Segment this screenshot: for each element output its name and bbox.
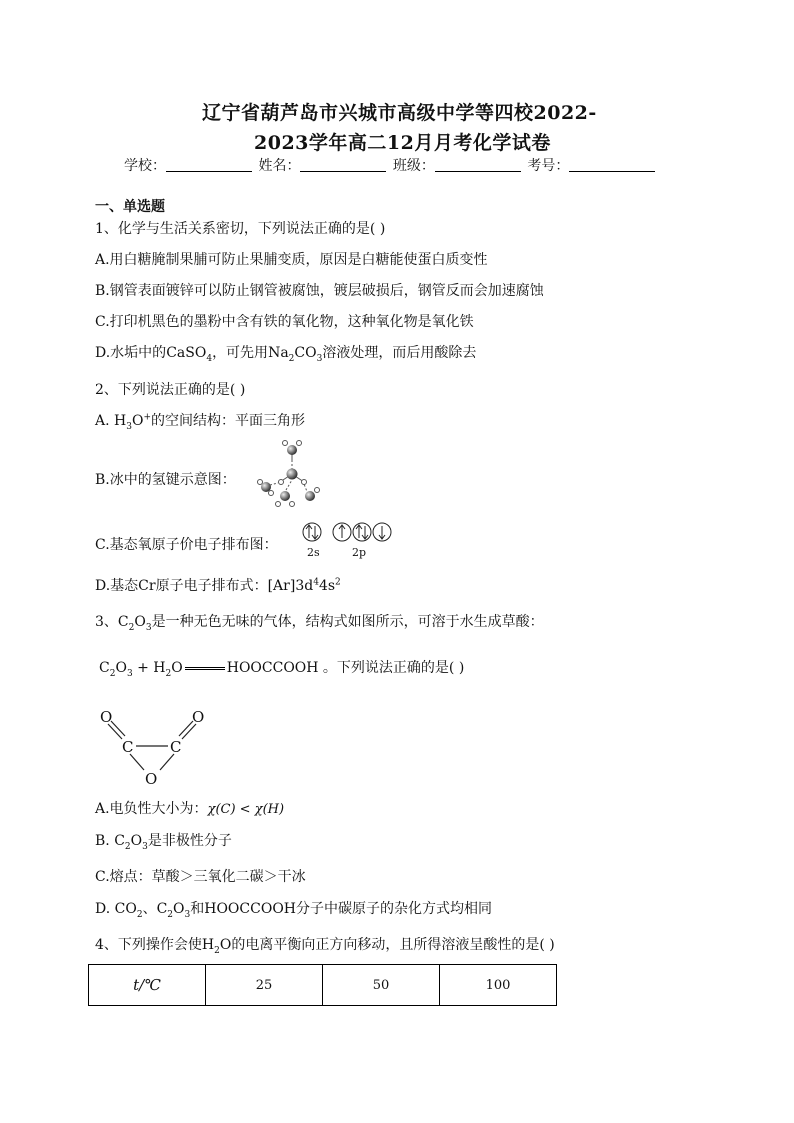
table-cell: t/℃ xyxy=(89,965,206,1006)
caso4-formula: CaSO$_4$ xyxy=(166,345,213,364)
q2-option-a xyxy=(95,410,305,432)
q3-option-d xyxy=(95,898,492,920)
page-title-line1: 辽宁省葫芦岛市兴城市高级中学等四校2022- xyxy=(202,102,597,124)
q3-d-text-1: D. xyxy=(95,901,115,917)
q3-b-text-1: B. xyxy=(95,833,115,849)
struct-o-left: O xyxy=(100,708,113,726)
q3-option-c: C.熔点：草酸＞三氧化二碳＞干冰 xyxy=(95,869,306,885)
equation-rhs: HOOCCOOH 。下列说法正确的是( ) xyxy=(226,660,465,676)
c2o3-formula-b: $C_2O_3$ xyxy=(114,833,148,852)
q2-option-c: C.基态氧原子价电子排布图： xyxy=(95,537,278,553)
electronegativity-formula: χ(C) < χ(H) xyxy=(207,802,285,817)
cr-configuration: $[Ar]3d^44s^2$ xyxy=(267,577,341,594)
table-cell: 50 xyxy=(323,965,440,1006)
h3o-formula: $H_3O^+$ xyxy=(114,412,151,432)
equation-lhs: $C_2O_3 + H_2O$ xyxy=(99,660,183,679)
c2o3-structure-diagram xyxy=(92,704,212,792)
struct-c-right: C xyxy=(170,738,182,756)
table-row xyxy=(89,965,557,1006)
q2-stem: 2、下列说法正确的是( ) xyxy=(95,382,246,398)
q2-option-b: B.冰中的氢键示意图： xyxy=(95,472,236,488)
q2-a-text-2: 的空间结构：平面三角形 xyxy=(151,413,305,429)
school-field[interactable] xyxy=(166,157,252,172)
q3-option-b xyxy=(95,830,232,852)
q4-stem-text-2: 的电离平衡向正方向移动，且所得溶液呈酸性的是( ) xyxy=(231,937,555,953)
q3-stem-text-1: 3、 xyxy=(95,614,118,630)
q1-option-b: B.钢管表面镀锌可以防止钢管被腐蚀，镀层破损后，钢管反而会加速腐蚀 xyxy=(95,283,544,299)
q1-d-text-2: ，可先用 xyxy=(212,345,269,361)
q1-d-text-3: 溶液处理，而后用酸除去 xyxy=(322,345,477,361)
struct-o-bottom: O xyxy=(145,770,158,788)
q1-option-a: A.用白糖腌制果脯可防止果脯变质，原因是白糖能使蛋白质变性 xyxy=(95,252,488,268)
name-field[interactable] xyxy=(300,157,386,172)
q3-stem xyxy=(95,611,544,633)
q1-stem: 1、化学与生活关系密切，下列说法正确的是( ) xyxy=(95,221,386,237)
school-label: 学校： xyxy=(124,158,166,174)
c2o3-formula-d: $C_2O_3$ xyxy=(156,901,191,920)
class-label: 班级： xyxy=(392,158,435,174)
page-title-line2: 2023学年高二12月月考化学试卷 xyxy=(254,132,551,154)
table-cell: 100 xyxy=(440,965,557,1006)
q4-stem xyxy=(95,934,555,956)
q2-option-d xyxy=(95,575,341,595)
struct-o-right: O xyxy=(192,708,205,726)
na2co3-formula: $Na_2CO_3$ xyxy=(268,345,323,364)
orbital-label-2p: 2p xyxy=(352,546,367,559)
equation-equals xyxy=(185,667,225,670)
q4-stem-text-1: 4、下列操作会使 xyxy=(95,937,202,953)
ice-hydrogen-bond-figure xyxy=(252,438,324,510)
temperature-table xyxy=(88,964,557,1006)
section-heading: 一、单选题 xyxy=(95,199,165,215)
q3-b-text-2: 是非极性分子 xyxy=(147,833,232,849)
co2-formula: $CO_2$ xyxy=(114,901,143,920)
q3-d-text-2: 、 xyxy=(142,901,157,917)
q1-option-c: C.打印机黑色的墨粉中含有铁的氧化物，这种氧化物是氧化铁 xyxy=(95,314,474,330)
class-field[interactable] xyxy=(435,157,521,172)
orbital-label-2s: 2s xyxy=(307,546,320,559)
q2-a-text-1: A. xyxy=(95,413,115,429)
q3-stem-text-2: 是一种无色无味的气体，结构式如图所示，可溶于水生成草酸： xyxy=(151,614,544,630)
exam-no-field[interactable] xyxy=(569,157,655,172)
table-cell: 25 xyxy=(206,965,323,1006)
h2o-formula: $H_2O$ xyxy=(201,937,232,956)
q3-option-a xyxy=(95,798,284,818)
q1-d-text-1: D.水垢中的 xyxy=(95,345,167,361)
q3-equation xyxy=(99,657,464,679)
name-label: 姓名： xyxy=(258,158,301,174)
c2o3-formula: $C_2O_3$ xyxy=(117,614,152,633)
q3-d-text-3: 和HOOCCOOH分子中碳原子的杂化方式均相同 xyxy=(190,901,493,917)
q1-option-d xyxy=(95,342,476,364)
struct-c-left: C xyxy=(122,738,134,756)
exam-no-label: 考号： xyxy=(527,158,570,174)
student-info-row xyxy=(124,155,657,175)
q3-a-text: A.电负性大小为： xyxy=(95,801,208,817)
q2-d-text: D.基态Cr原子电子排布式： xyxy=(95,578,268,594)
